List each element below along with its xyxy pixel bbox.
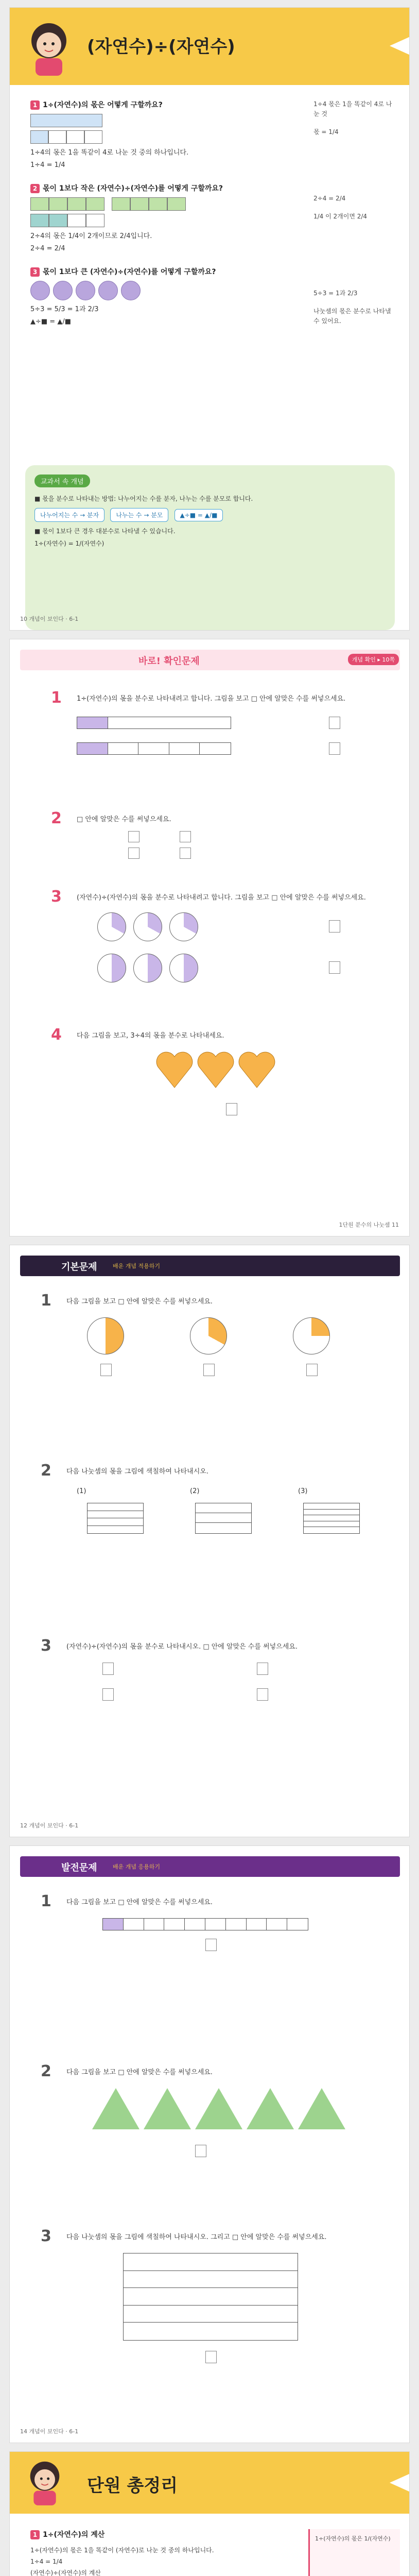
- chapter-title: (자연수)÷(자연수): [87, 37, 235, 57]
- page-footer: 12 개념이 보인다 · 6-1: [20, 1822, 79, 1829]
- item-label: (1): [77, 1487, 86, 1495]
- problem-number: 1: [51, 689, 62, 707]
- fraction-circle: [169, 912, 198, 941]
- answer-box[interactable]: [180, 831, 191, 842]
- fraction-circle: [97, 912, 126, 941]
- page-4: [9, 1845, 410, 2443]
- section-subtitle: 배운 개념 적용하기: [113, 1263, 161, 1269]
- section-title: 바로! 확인문제: [138, 656, 200, 667]
- side-note: 1÷4 몫은 1을 똑같이 4로 나눈 것: [313, 100, 392, 117]
- triangle-shape: [247, 2088, 294, 2129]
- problem-text: 다음 그림을 보고 □ 안에 알맞은 수를 써넣으세요.: [66, 2069, 213, 2076]
- concept-number: 2: [30, 184, 40, 193]
- answer-box[interactable]: [205, 1939, 217, 1951]
- box-line: 1÷(자연수) = 1/(자연수): [34, 540, 104, 547]
- bar-model: [30, 197, 298, 211]
- side-note: 2÷4 = 2/4: [313, 195, 346, 202]
- fraction-circle: [97, 954, 126, 982]
- problem-text: 다음 그림을 보고 □ 안에 알맞은 수를 써넣으세요.: [66, 1899, 213, 1906]
- summary-line: 1÷(자연수)의 몫은 1을 똑같이 (자연수)로 나눈 것 중의 하나입니다.: [30, 2547, 214, 2554]
- problem-text: 다음 나눗셈의 몫을 그림에 색칠하여 나타내시오. 그리고 □ 안에 알맞은 수를 써넣으세요.: [66, 2233, 327, 2241]
- concept-equation: 1÷4 = 1/4: [30, 161, 65, 169]
- box-line: ■ 몫이 1보다 큰 경우 대분수로 나타낼 수 있습니다.: [34, 528, 176, 535]
- concept-title: 몫이 1보다 큰 (자연수)÷(자연수)를 어떻게 구할까요?: [43, 268, 216, 276]
- section-title: 1÷(자연수)의 계산: [43, 2531, 105, 2539]
- chapter-title: 단원 총정리: [87, 2476, 178, 2496]
- summary-line: (자연수)÷(자연수)의 계산: [30, 2569, 101, 2576]
- fraction-circle: [133, 912, 162, 941]
- problem-number: 3: [41, 1637, 51, 1655]
- problem-text: 1÷(자연수)의 몫을 분수로 나타내려고 합니다. 그림을 보고 □ 안에 알맞은 수를 써넣으세요.: [77, 695, 346, 703]
- problem-number: 3: [41, 2227, 51, 2245]
- problem-text: □ 안에 알맞은 수를 써넣으세요.: [77, 816, 171, 823]
- section-ribbon: [20, 650, 400, 670]
- circle-model: [30, 281, 298, 300]
- page-tag: 개념 확인 ▸ 10쪽: [348, 654, 399, 665]
- triangle-shape: [195, 2088, 242, 2129]
- side-note: 1/4 이 2개이면 2/4: [313, 213, 368, 220]
- triangle-shape: [298, 2088, 345, 2129]
- problem-number: 1: [41, 1892, 51, 1910]
- answer-box[interactable]: [102, 1688, 114, 1701]
- shading-grid: [87, 1503, 144, 1534]
- fraction-bar: [102, 1918, 308, 1930]
- box-title: 교과서 속 개념: [34, 474, 90, 487]
- answer-box[interactable]: [203, 1364, 215, 1376]
- summary-side-notes: [308, 2529, 400, 2576]
- side-note: 몫 = 1/4: [313, 128, 339, 135]
- problem-text: 다음 나눗셈의 몫을 그림에 색칠하여 나타내시오.: [66, 1468, 208, 1476]
- side-note: 1÷(자연수)의 몫은 1/(자연수): [315, 2535, 391, 2542]
- section-title: 발전문제: [61, 1862, 97, 1873]
- answer-box[interactable]: [180, 848, 191, 859]
- problem-number: 2: [51, 809, 62, 827]
- pencil-tip-decoration: [390, 2473, 410, 2492]
- chip: 나누는 수 → 분모: [110, 508, 168, 522]
- side-note: 나눗셈의 몫은 분수로 나타낼 수 있어요.: [313, 308, 391, 325]
- concept-rule: ▲÷■ = ▲/■: [30, 318, 71, 326]
- concept-title: 1÷(자연수)의 몫은 어떻게 구할까요?: [43, 101, 163, 109]
- answer-box[interactable]: [205, 2351, 217, 2363]
- answer-box[interactable]: [329, 742, 340, 755]
- triangle-shape: [144, 2088, 191, 2129]
- fraction-circle: [190, 1317, 227, 1354]
- shading-grid: [303, 1503, 360, 1534]
- box-line: ■ 몫을 분수로 나타내는 방법: 나누어지는 수를 분자, 나누는 수를 분모로 합니다.: [34, 495, 253, 502]
- fraction-bar: [77, 717, 231, 729]
- problem-text: (자연수)÷(자연수)의 몫을 분수로 나타내려고 합니다. 그림을 보고 □ 안에 알맞은 수를 써넣으세요.: [77, 894, 366, 902]
- answer-box[interactable]: [100, 1364, 112, 1376]
- answer-box[interactable]: [195, 2145, 206, 2157]
- fraction-circle: [293, 1317, 330, 1354]
- bar-model-split: [30, 130, 298, 144]
- heart-fraction-diagram: [154, 1046, 277, 1093]
- concept-list: [30, 99, 298, 340]
- page-footer: 10 개념이 보인다 · 6-1: [20, 616, 79, 622]
- problem-number: 3: [51, 888, 62, 906]
- problem-text: 다음 그림을 보고, 3÷4의 몫을 분수로 나타내세요.: [77, 1032, 224, 1040]
- concept-equation: 5÷3 = 5/3 = 1과 2/3: [30, 306, 99, 313]
- textbook-concept-box: [25, 465, 395, 630]
- concept-line: 2÷4의 몫은 1/4이 2개이므로 2/4입니다.: [30, 232, 152, 240]
- concept-2: [30, 183, 298, 255]
- side-notes: [313, 99, 396, 326]
- page-2: [9, 639, 410, 1236]
- section-title: 기본문제: [61, 1262, 97, 1273]
- answer-box[interactable]: [329, 961, 340, 974]
- concept-title: 몫이 1보다 작은 (자연수)÷(자연수)를 어떻게 구할까요?: [43, 184, 223, 193]
- answer-box[interactable]: [329, 920, 340, 933]
- fraction-circle: [133, 954, 162, 982]
- answer-box[interactable]: [306, 1364, 318, 1376]
- answer-box[interactable]: [128, 831, 139, 842]
- answer-box[interactable]: [102, 1663, 114, 1675]
- page-5: [9, 2451, 410, 2576]
- chip: ▲÷■ = ▲/■: [174, 509, 223, 521]
- bar-model-result: [30, 214, 298, 227]
- fraction-circle: [87, 1317, 124, 1354]
- item-label: (2): [190, 1487, 200, 1495]
- problem-text: (자연수)÷(자연수)의 몫을 분수로 나타내시오. □ 안에 알맞은 수를 써넣으세요.: [66, 1643, 298, 1651]
- concept-equation: 2÷4 = 2/4: [30, 245, 65, 252]
- answer-box[interactable]: [257, 1663, 268, 1675]
- chapter-header: [10, 8, 410, 85]
- summary-section-1: [30, 2529, 298, 2576]
- bar-model: [30, 114, 298, 127]
- page-3: [9, 1245, 410, 1837]
- answer-box[interactable]: [257, 1688, 268, 1701]
- concept-line: 1÷4의 몫은 1을 똑같이 4로 나눈 것 중의 하나입니다.: [30, 149, 189, 157]
- fraction-circle: [169, 954, 198, 982]
- shading-grid: [123, 2253, 298, 2341]
- answer-box[interactable]: [128, 848, 139, 859]
- concept-number: 3: [30, 267, 40, 277]
- concept-1: [30, 99, 298, 172]
- section-subtitle: 배운 개념 응용하기: [113, 1863, 161, 1870]
- section-number: 1: [30, 2530, 40, 2539]
- problem-number: 2: [41, 2062, 51, 2080]
- box-chips: [34, 505, 386, 525]
- summary-line: 1÷4 = 1/4: [30, 2558, 63, 2565]
- page-footer: 14 개념이 보인다 · 6-1: [20, 2428, 79, 2435]
- problem-text: 다음 그림을 보고 □ 안에 알맞은 수를 써넣으세요.: [66, 1298, 213, 1306]
- student-avatar-icon: [24, 19, 74, 76]
- triangle-shape: [92, 2088, 139, 2129]
- pencil-tip-decoration: [390, 37, 410, 55]
- answer-box[interactable]: [226, 1103, 237, 1115]
- chip: 나누어지는 수 → 분자: [34, 508, 104, 522]
- concept-3: [30, 266, 298, 328]
- fraction-bar: [77, 742, 231, 755]
- page-footer: 1단원 분수의 나눗셈 11: [339, 1222, 399, 1228]
- problem-number: 2: [41, 1462, 51, 1480]
- side-note: 5÷3 = 1과 2/3: [313, 290, 358, 297]
- student-avatar-icon: [24, 2456, 65, 2507]
- problem-number: 4: [51, 1026, 62, 1044]
- page-1: [9, 7, 410, 631]
- chapter-header: [10, 2452, 410, 2514]
- item-label: (3): [298, 1487, 308, 1495]
- problem-number: 1: [41, 1292, 51, 1310]
- answer-box[interactable]: [329, 717, 340, 729]
- concept-number: 1: [30, 100, 40, 110]
- shading-grid: [195, 1503, 252, 1534]
